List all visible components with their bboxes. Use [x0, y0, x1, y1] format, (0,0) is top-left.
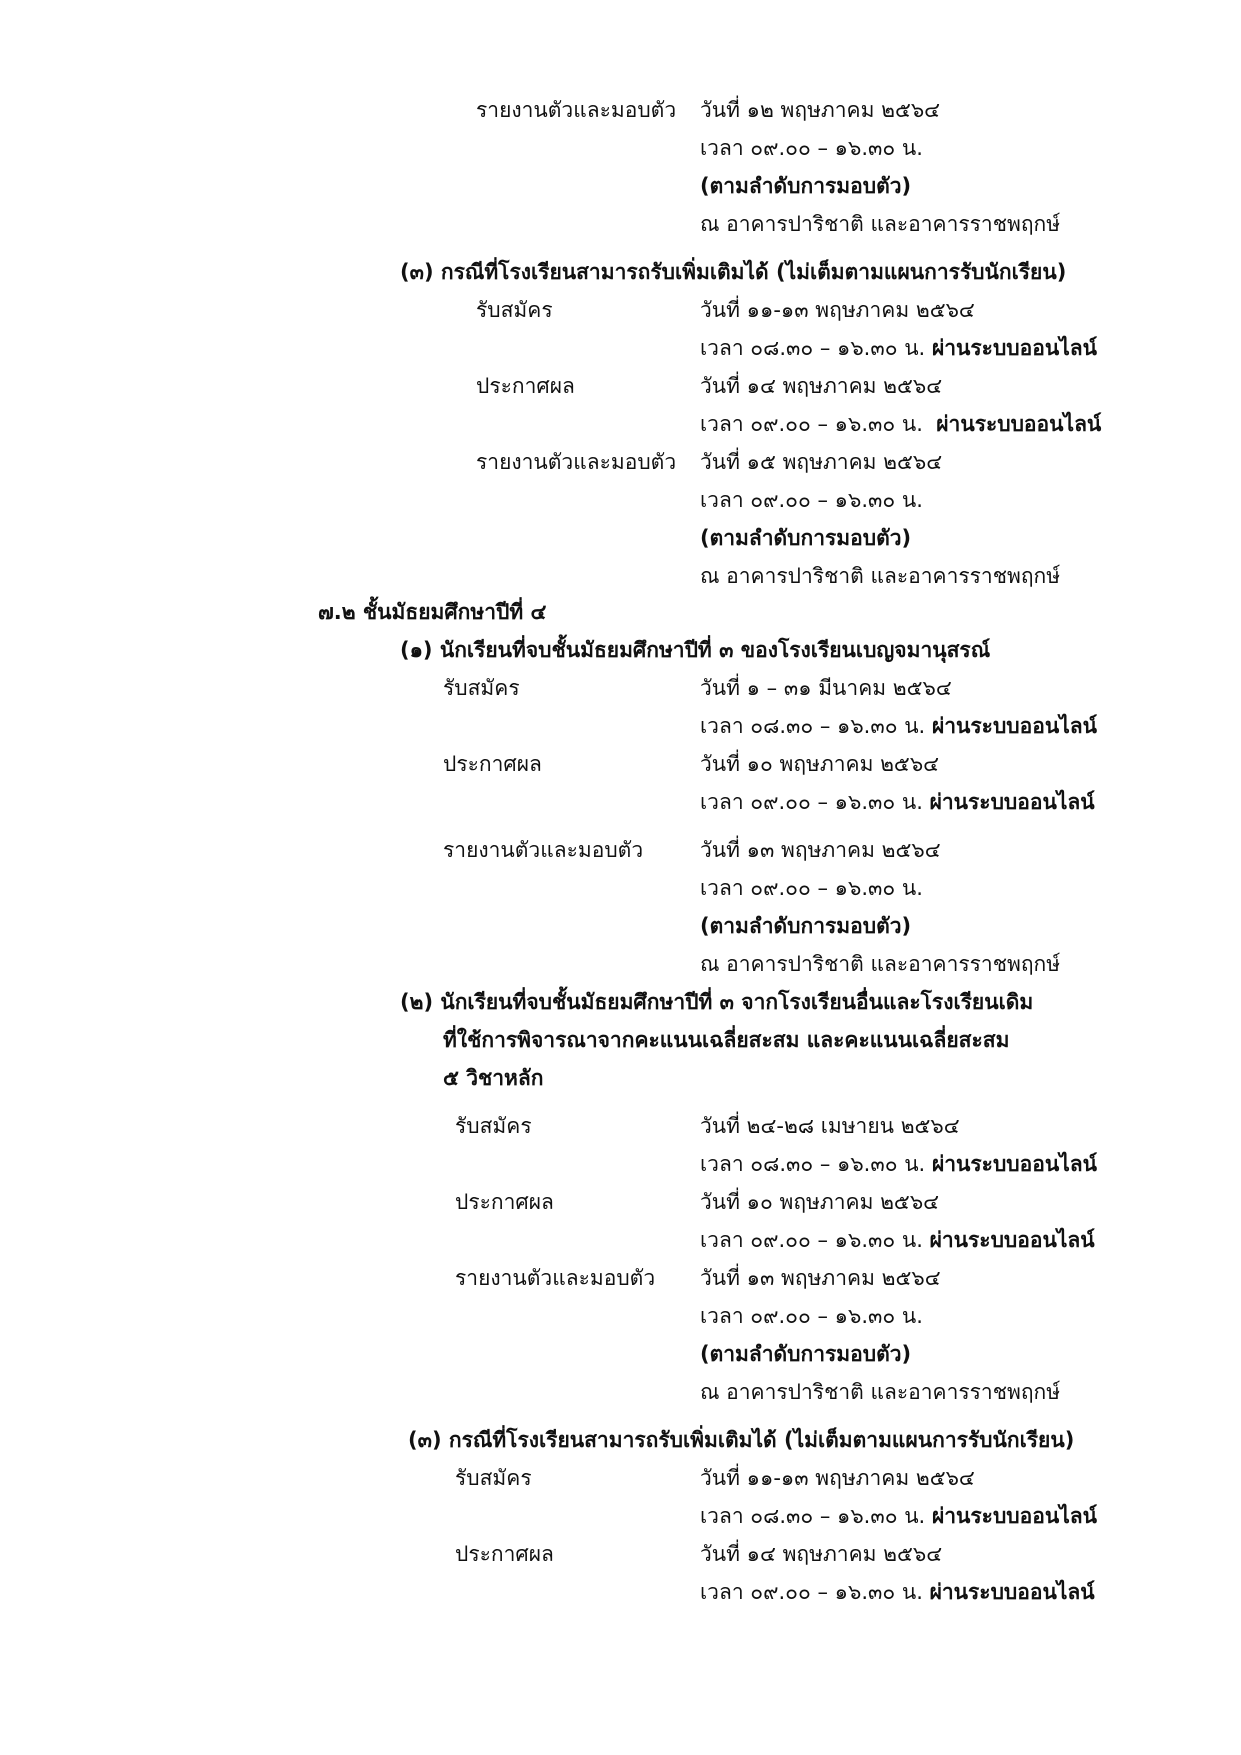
sub-2-heading-line-1: (๒) นักเรียนที่จบชั้นมัธยมศึกษาปีที่ ๓ จากโรงเรียนอื่นและโรงเรียนเดิม	[400, 990, 1034, 1014]
apply-date: วันที่ ๑ – ๓๑ มีนาคม ๒๕๖๔	[700, 676, 952, 700]
section-7-2-heading: ๗.๒ ชั้นมัธยมศึกษาปีที่ ๔	[318, 600, 547, 624]
report-place: ณ อาคารปาริชาติ และอาคารราชพฤกษ์	[700, 952, 1061, 976]
announce-time-line	[700, 792, 1095, 813]
apply-time: เวลา ๐๘.๓๐ – ๑๖.๓๐ น.	[700, 714, 926, 738]
online-note: ผ่านระบบออนไลน์	[929, 1228, 1095, 1252]
announce-time-line	[700, 1230, 1095, 1251]
report-time: เวลา ๐๙.๐๐ – ๑๖.๓๐ น.	[700, 488, 923, 512]
announce-date: วันที่ ๑๔ พฤษภาคม ๒๕๖๔	[700, 1542, 943, 1566]
announce-label: ประกาศผล	[443, 752, 542, 776]
online-note: ผ่านระบบออนไลน์	[929, 790, 1095, 814]
report-date: วันที่ ๑๕ พฤษภาคม ๒๕๖๔	[700, 450, 943, 474]
report-place: ณ อาคารปาริชาติ และอาคารราชพฤกษ์	[700, 1380, 1061, 1404]
report-label: รายงานตัวและมอบตัว	[476, 450, 677, 474]
apply-label: รับสมัคร	[455, 1466, 532, 1490]
announce-label: ประกาศผล	[455, 1542, 554, 1566]
case-3-heading: (๓) กรณีที่โรงเรียนสามารถรับเพิ่มเติมได้ (ไม่เต็มตามแผนการรับนักเรียน)	[400, 260, 1067, 284]
announce-date: วันที่ ๑๔ พฤษภาคม ๒๕๖๔	[700, 374, 943, 398]
sub-3-heading: (๓) กรณีที่โรงเรียนสามารถรับเพิ่มเติมได้ (ไม่เต็มตามแผนการรับนักเรียน)	[408, 1428, 1075, 1452]
report-place: ณ อาคารปาริชาติ และอาคารราชพฤกษ์	[700, 212, 1061, 236]
report-time: เวลา ๐๙.๐๐ – ๑๖.๓๐ น.	[700, 876, 923, 900]
announce-time-line	[700, 1582, 1095, 1603]
report-order-note: (ตามลำดับการมอบตัว)	[700, 914, 912, 938]
online-note: ผ่านระบบออนไลน์	[936, 412, 1102, 436]
announce-label: ประกาศผล	[455, 1190, 554, 1214]
online-note: ผ่านระบบออนไลน์	[931, 714, 1097, 738]
sub-2-heading-line-3: ๕ วิชาหลัก	[443, 1066, 544, 1090]
apply-date: วันที่ ๒๔-๒๘ เมษายน ๒๕๖๔	[700, 1114, 960, 1138]
apply-label: รับสมัคร	[476, 298, 553, 322]
report-date: วันที่ ๑๓ พฤษภาคม ๒๕๖๔	[700, 838, 941, 862]
apply-time-line	[700, 1506, 1097, 1527]
report-time: เวลา ๐๙.๐๐ – ๑๖.๓๐ น.	[700, 136, 923, 160]
report-time: เวลา ๐๙.๐๐ – ๑๖.๓๐ น.	[700, 1304, 923, 1328]
apply-date: วันที่ ๑๑-๑๓ พฤษภาคม ๒๕๖๔	[700, 298, 975, 322]
announce-date: วันที่ ๑๐ พฤษภาคม ๒๕๖๔	[700, 752, 940, 776]
apply-time: เวลา ๐๘.๓๐ – ๑๖.๓๐ น.	[700, 336, 926, 360]
apply-time-line	[700, 1154, 1097, 1175]
sub-1-heading: (๑) นักเรียนที่จบชั้นมัธยมศึกษาปีที่ ๓ ของโรงเรียนเบญจมานุสรณ์	[400, 638, 991, 662]
apply-time-line	[700, 716, 1097, 737]
announce-time-line	[700, 414, 1101, 435]
announce-label: ประกาศผล	[476, 374, 575, 398]
report-date: วันที่ ๑๓ พฤษภาคม ๒๕๖๔	[700, 1266, 941, 1290]
report-date: วันที่ ๑๒ พฤษภาคม ๒๕๖๔	[700, 98, 941, 122]
online-note: ผ่านระบบออนไลน์	[931, 336, 1097, 360]
report-label: รายงานตัวและมอบตัว	[476, 98, 677, 122]
report-label: รายงานตัวและมอบตัว	[455, 1266, 656, 1290]
apply-label: รับสมัคร	[455, 1114, 532, 1138]
online-note: ผ่านระบบออนไลน์	[929, 1580, 1095, 1604]
report-order-note: (ตามลำดับการมอบตัว)	[700, 174, 912, 198]
apply-label: รับสมัคร	[443, 676, 520, 700]
sub-2-heading-line-2: ที่ใช้การพิจารณาจากคะแนนเฉลี่ยสะสม และคะแนนเฉลี่ยสะสม	[443, 1028, 1010, 1052]
announce-date: วันที่ ๑๐ พฤษภาคม ๒๕๖๔	[700, 1190, 940, 1214]
announce-time: เวลา ๐๙.๐๐ – ๑๖.๓๐ น.	[700, 1228, 923, 1252]
online-note: ผ่านระบบออนไลน์	[931, 1152, 1097, 1176]
announce-time: เวลา ๐๙.๐๐ – ๑๖.๓๐ น.	[700, 790, 923, 814]
report-order-note: (ตามลำดับการมอบตัว)	[700, 1342, 912, 1366]
apply-date: วันที่ ๑๑-๑๓ พฤษภาคม ๒๕๖๔	[700, 1466, 975, 1490]
apply-time: เวลา ๐๘.๓๐ – ๑๖.๓๐ น.	[700, 1152, 926, 1176]
report-label: รายงานตัวและมอบตัว	[443, 838, 644, 862]
apply-time: เวลา ๐๘.๓๐ – ๑๖.๓๐ น.	[700, 1504, 926, 1528]
report-place: ณ อาคารปาริชาติ และอาคารราชพฤกษ์	[700, 564, 1061, 588]
announce-time: เวลา ๐๙.๐๐ – ๑๖.๓๐ น.	[700, 1580, 923, 1604]
online-note: ผ่านระบบออนไลน์	[931, 1504, 1097, 1528]
report-order-note: (ตามลำดับการมอบตัว)	[700, 526, 912, 550]
apply-time-line	[700, 338, 1097, 359]
announce-time: เวลา ๐๙.๐๐ – ๑๖.๓๐ น.	[700, 412, 923, 436]
